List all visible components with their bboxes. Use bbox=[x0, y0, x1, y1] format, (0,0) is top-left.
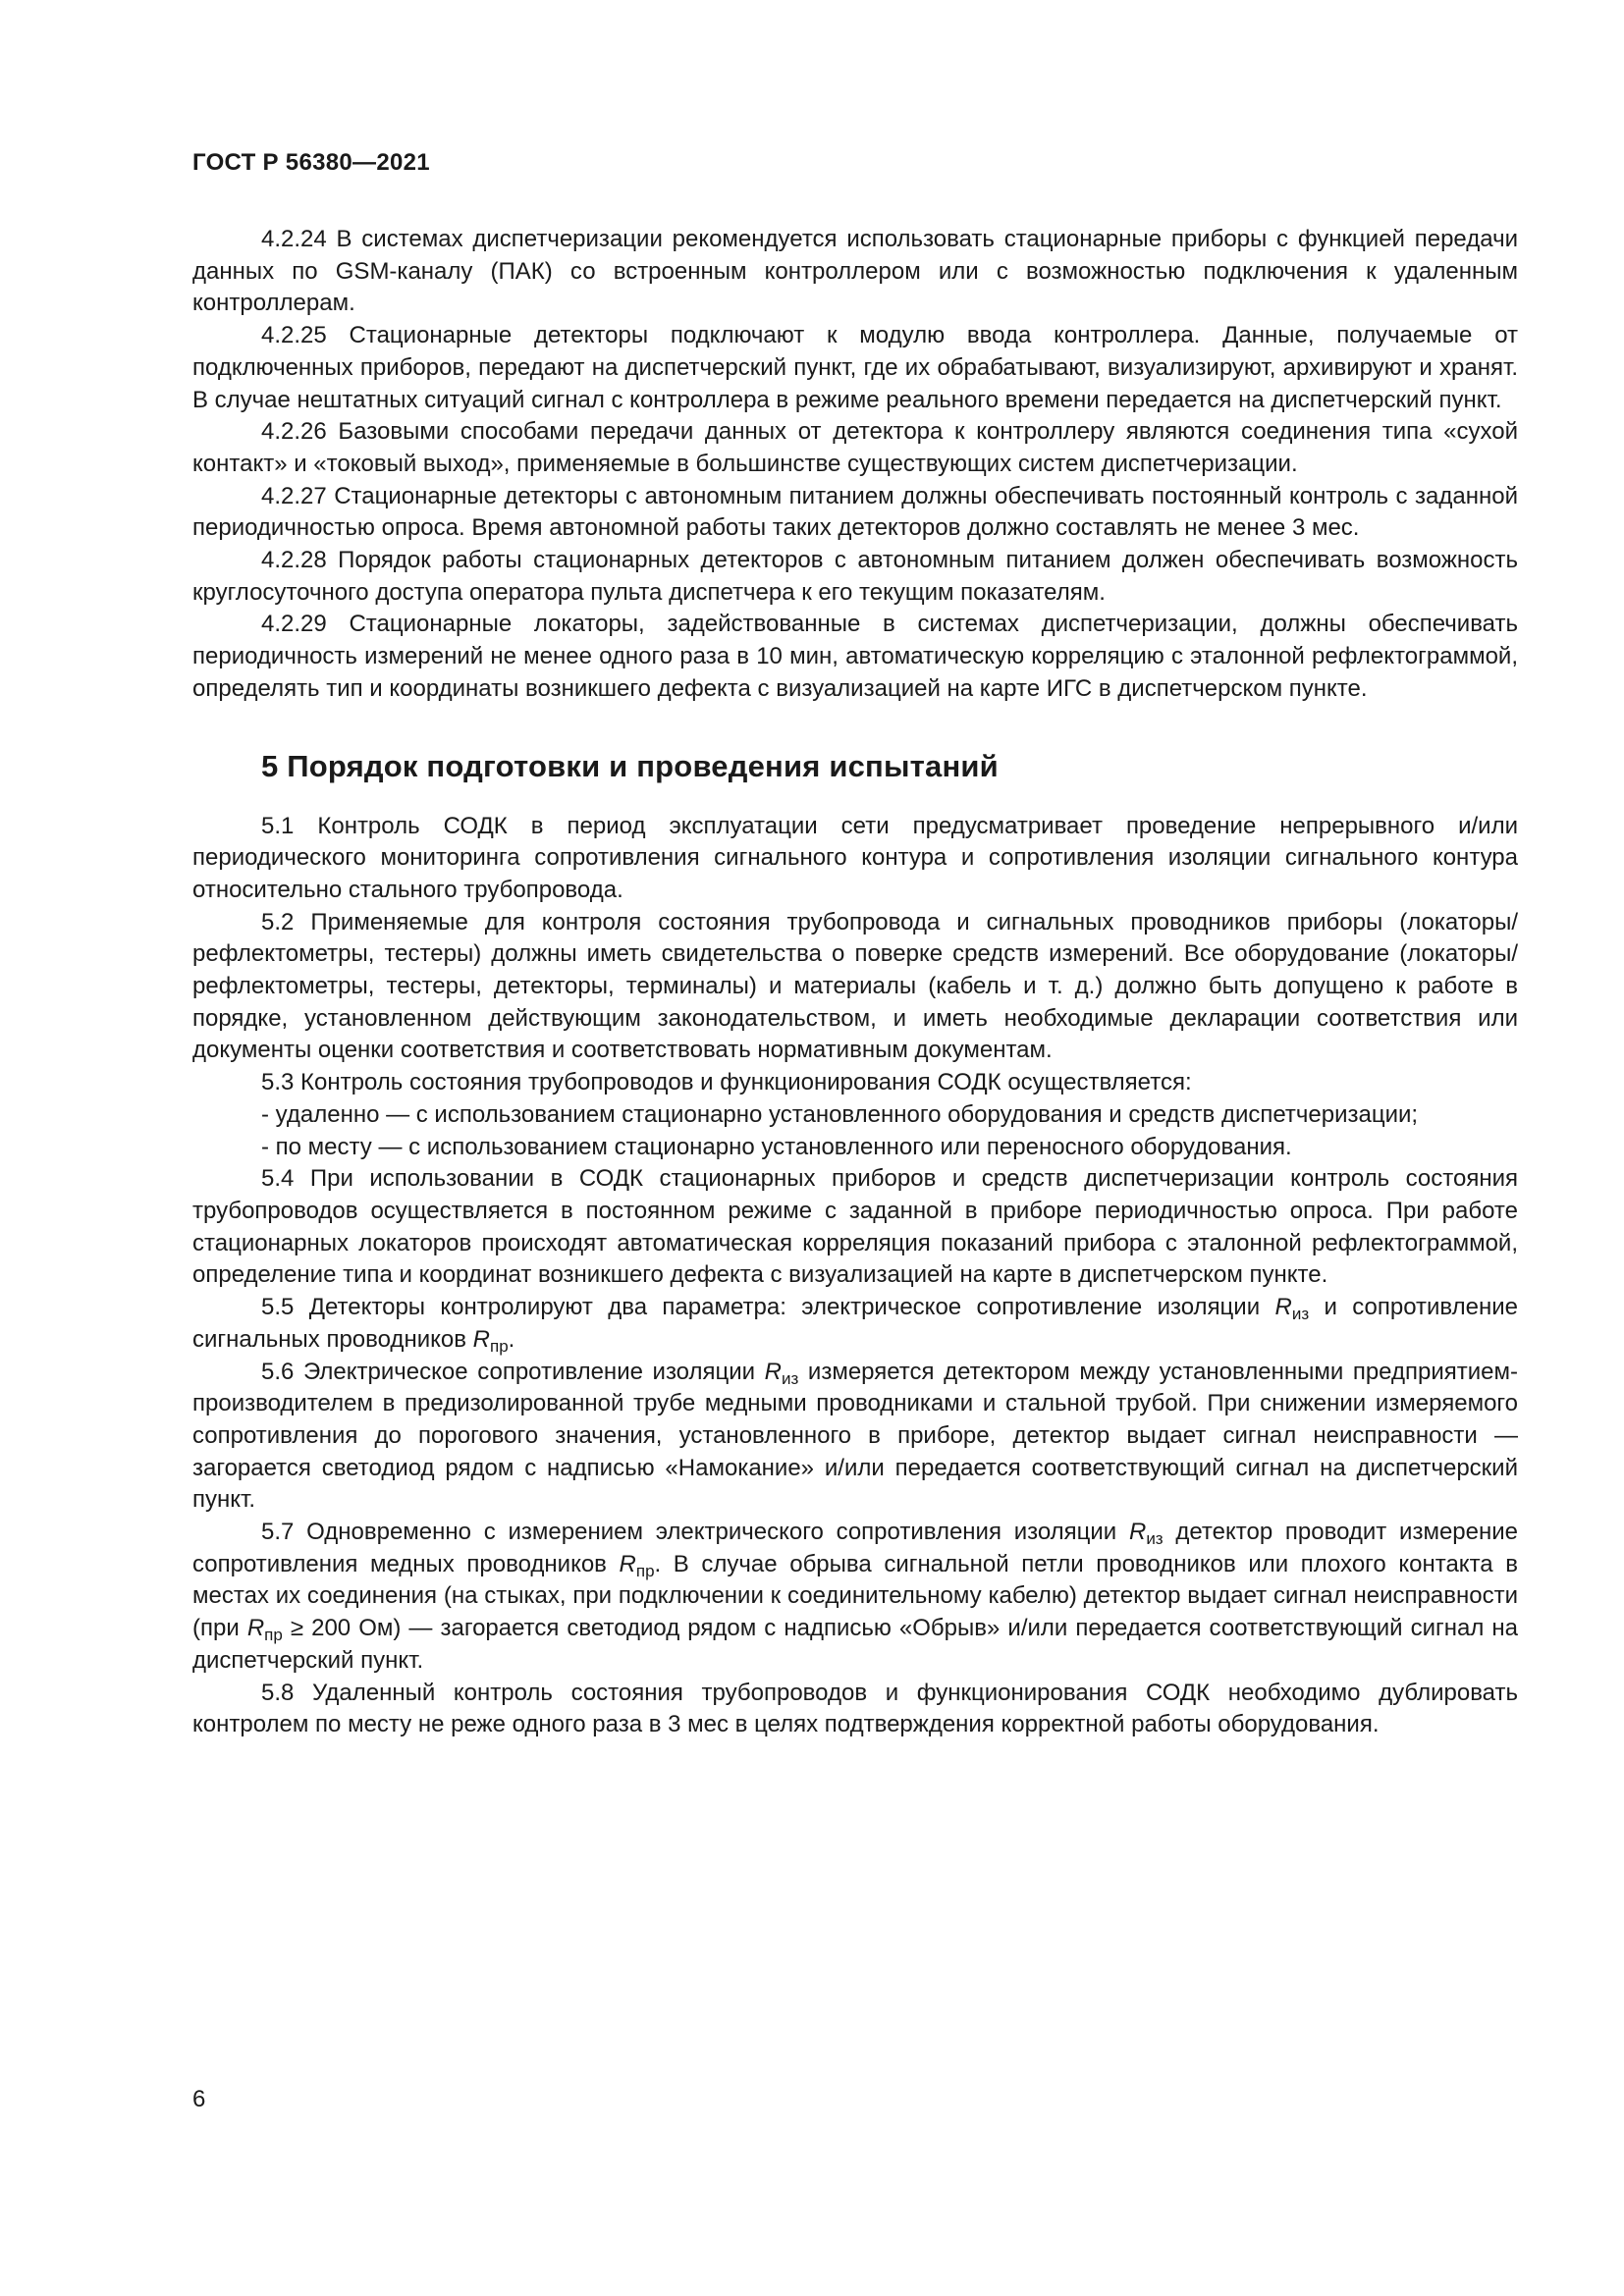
list-item-remote: - удаленно — с использованием стационарно установленного оборудования и средств диспетчеризации; bbox=[261, 1100, 1419, 1128]
symbol-r-pr: $R_{пр}$ bbox=[619, 1550, 655, 1580]
document-header-id: ГОСТ Р 56380—2021 bbox=[192, 149, 430, 176]
symbol-r-iz: $R_{из}$ bbox=[1274, 1294, 1310, 1324]
page-number: 6 bbox=[192, 2086, 206, 2112]
symbol-r-pr: $R_{пр}$ bbox=[246, 1615, 283, 1645]
text-run: 5.7 Одновременно с измерением электрического сопротивления изоляции bbox=[261, 1519, 1129, 1546]
text-run: . В случае обрыва сигнальной петли проводников или плохого контакта в местах их соединения (на стыках, при подключении к соединительному кабелю) детектор выдает сигнал неисправности (при bbox=[192, 1550, 1518, 1642]
paragraph-5-2: 5.2 Применяемые для контроля состояния трубопровода и сигнальных проводников приборы (локаторы/рефлектометры, тестеры) должны иметь свидетельства о поверке средств измерений. Все оборудование (локаторы/рефлектометры, тестеры, детекторы, терминалы) и материалы (кабель и т. д.) должно быть допущено к работе в порядке, установленном действующим законодательством, и иметь необходимые декларации соответствия или документы оценки соответствия и соответствовать нормативным документам. bbox=[192, 908, 1518, 1064]
section-heading: 5 Порядок подготовки и проведения испытаний bbox=[261, 748, 999, 783]
paragraph-5-8: 5.8 Удаленный контроль состояния трубопроводов и функционирования СОДК необходимо дублировать контролем по месту не реже одного раза в 3 мес в целях подтверждения корректной работы оборудования. bbox=[192, 1679, 1518, 1738]
text-run: . bbox=[508, 1325, 515, 1353]
paragraph-5-4: 5.4 При использовании в СОДК стационарных приборов и средств диспетчеризации контроль состояния трубопроводов осуществляется в постоянном режиме с заданной в приборе периодичностью опроса. При работе стационарных локаторов происходят автоматическая корреляция показаний прибора с эталонной рефлектограммой, определение типа и координат возникшего дефекта с визуализацией на карте в диспетчерском пункте. bbox=[192, 1165, 1518, 1289]
paragraph-5-7 bbox=[192, 1517, 1518, 1678]
text-run: измеряется детектором между установленными предприятием-производителем в предизолированной трубе медными проводниками и стальной трубой. При снижении измеряемого сопротивления до порогового значения, установленного в приборе, детектор выдает сигнал неисправности — загорается светодиод рядом с надписью «Намокание» и/или передается соответствующий сигнал на диспетчерский пункт. bbox=[192, 1358, 1518, 1514]
paragraph-4-2-24: 4.2.24 В системах диспетчеризации рекомендуется использовать стационарные приборы с функцией передачи данных по GSM-каналу (ПАК) со встроенным контроллером или с возможностью подключения к удаленным контроллерам. bbox=[192, 226, 1518, 317]
text-run: детектор проводит измерение сопротивления медных проводников bbox=[192, 1519, 1519, 1577]
paragraph-5-6 bbox=[192, 1357, 1518, 1518]
text-run: ≥ 200 Ом) — загорается светодиод рядом с надписью «Обрыв» и/или передается соответствующий сигнал на диспетчерский пункт. bbox=[192, 1615, 1518, 1674]
paragraph-4-2-26: 4.2.26 Базовыми способами передачи данных от детектора к контроллеру являются соединения типа «сухой контакт» и «токовый выход», применяемые в большинстве существующих систем диспетчеризации. bbox=[192, 418, 1518, 477]
paragraph-5-3: 5.3 Контроль состояния трубопроводов и функционирования СОДК осуществляется: bbox=[261, 1069, 1192, 1096]
symbol-r-pr: $R_{пр}$ bbox=[472, 1325, 509, 1356]
document-body bbox=[192, 224, 1518, 1741]
paragraph-4-2-28: 4.2.28 Порядок работы стационарных детекторов с автономным питанием должен обеспечивать возможность круглосуточного доступа оператора пульта диспетчера к его текущим показателям. bbox=[192, 547, 1518, 606]
paragraph-4-2-27: 4.2.27 Стационарные детекторы с автономным питанием должны обеспечивать постоянный контроль с заданной периодичностью опроса. Время автономной работы таких детекторов должно составлять не менее 3 мес. bbox=[192, 482, 1518, 542]
text-run: 5.6 Электрическое сопротивление изоляции bbox=[261, 1358, 765, 1385]
paragraph-5-5 bbox=[192, 1292, 1518, 1356]
paragraph-4-2-25: 4.2.25 Стационарные детекторы подключают к модулю ввода контроллера. Данные, получаемые от подключенных приборов, передают на диспетчерский пункт, где их обрабатывают, визуализируют, архивируют и хранят. В случае нештатных ситуаций сигнал с контроллера в режиме реального времени передается на диспетчерский пункт. bbox=[192, 322, 1518, 413]
symbol-r-iz: $R_{из}$ bbox=[764, 1358, 799, 1388]
text-run: 5.5 Детекторы контролируют два параметра: электрическое сопротивление изоляции bbox=[261, 1294, 1275, 1321]
paragraph-5-1: 5.1 Контроль СОДК в период эксплуатации сети предусматривает проведение непрерывного и/или периодического мониторинга сопротивления сигнального контура и сопротивления изоляции сигнального контура относительно стального трубопровода. bbox=[192, 812, 1518, 903]
text-run: и сопротивление сигнальных проводников bbox=[192, 1294, 1518, 1353]
symbol-r-iz: $R_{из}$ bbox=[1128, 1519, 1164, 1549]
list-item-onsite: - по месту — с использованием стационарно установленного или переносного оборудования. bbox=[261, 1133, 1292, 1160]
paragraph-4-2-29: 4.2.29 Стационарные локаторы, задействованные в системах диспетчеризации, должны обеспечивать периодичность измерений не менее одного раза в 10 мин, автоматическую корреляцию с эталонной рефлектограммой, определять тип и координаты возникшего дефекта с визуализацией на карте ИГС в диспетчерском пункте. bbox=[192, 611, 1518, 702]
